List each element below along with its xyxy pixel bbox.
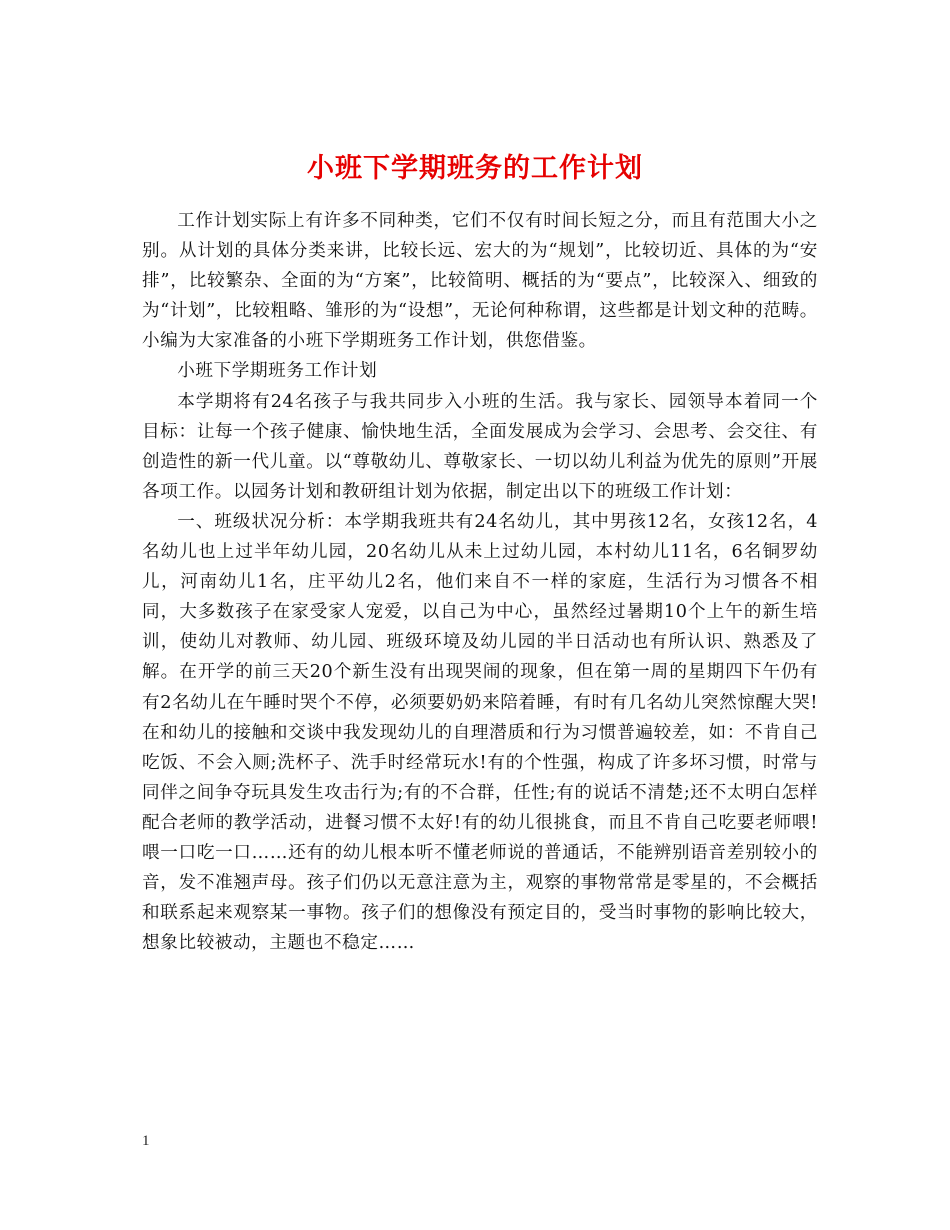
goals-paragraph: 本学期将有24名孩子与我共同步入小班的生活。我与家长、园领导本着同一个目标：让每一个孩子健康、愉快地生活，全面发展成为会学习、会思考、会交往、有创造性的新一代儿童。以“尊敬幼儿、尊敬家长、一切以幼儿利益为优先的原则”开展各项工作。以园务计划和教研组计划为依据，制定出以下的班级工作计划：: [142, 391, 818, 502]
page-number: 1: [142, 1133, 150, 1149]
page-title: 小班下学期班务的工作计划: [307, 153, 643, 185]
class-analysis-paragraph: 一、班级状况分析：本学期我班共有24名幼儿，其中男孩12名，女孩12名，4名幼儿也上过半年幼儿园，20名幼儿从未上过幼儿园，本村幼儿11名，6名铜罗幼儿，河南幼儿1名，庄平幼儿2名，他们来自不一样的家庭，生活行为习惯各不相同，大多数孩子在家受家人宠爱，以自己为中心，虽然经过暑期10个上午的新生培训，使幼儿对教师、幼儿园、班级环境及幼儿园的半日活动也有所认识、熟悉及了解。在开学的前三天20个新生没有出现哭闹的现象，但在第一周的星期四下午仍有有2名幼儿在午睡时哭个不停，必须要奶奶来陪着睡，有时有几名幼儿突然惊醒大哭!在和幼儿的接触和交谈中我发现幼儿的自理潜质和行为习惯普遍较差，如：不肯自己吃饭、不会入厕;洗杯子、洗手时经常玩水!有的个性强，构成了许多坏习惯，时常与同伴之间争夺玩具发生攻击行为;有的不合群，任性;有的说话不清楚;还不太明白怎样配合老师的教学活动，进餐习惯不太好!有的幼儿很挑食，而且不肯自己吃要老师喂!喂一口吃一口……还有的幼儿根本听不懂老师说的普通话，不能辨别语音差别较小的音，发不准翘声母。孩子们仍以无意注意为主，观察的事物常常是零星的，不会概括和联系起来观察某一事物。孩子们的想像没有预定目的，受当时事物的影响比较大，想象比较被动，主题也不稳定……: [142, 511, 818, 954]
intro-paragraph: 工作计划实际上有许多不同种类，它们不仅有时间长短之分，而且有范围大小之别。从计划的具体分类来讲，比较长远、宏大的为“规划”，比较切近、具体的为“安排”，比较繁杂、全面的为“方案”，比较简明、概括的为“要点”，比较深入、细致的为“计划”，比较粗略、雏形的为“设想”，无论何种称谓，这些都是计划文种的范畴。小编为大家准备的小班下学期班务工作计划，供您借鉴。: [142, 211, 818, 352]
document-body: [142, 206, 818, 958]
section-heading: 小班下学期班务工作计划: [177, 361, 378, 382]
